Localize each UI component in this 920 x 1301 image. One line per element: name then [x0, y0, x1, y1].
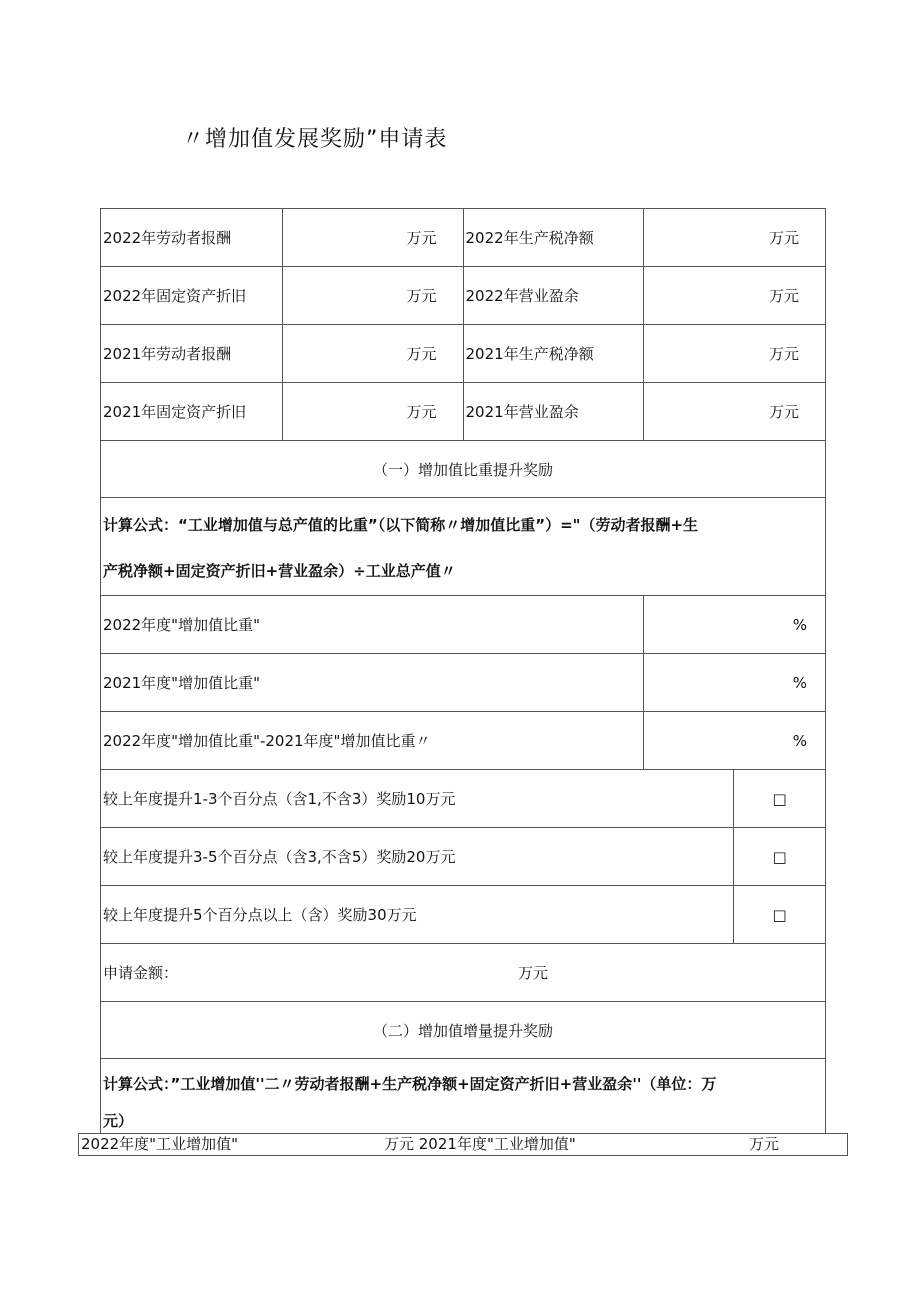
- bottom-value-row: [78, 1133, 848, 1156]
- ratio-row: [101, 712, 826, 770]
- info-label-left: 2022年劳动者报酬: [101, 209, 283, 267]
- ratio-row: [101, 596, 826, 654]
- info-input-left[interactable]: [282, 383, 463, 441]
- section1-heading: （一）增加值比重提升奖励: [101, 441, 826, 498]
- unit-label: 万元: [768, 403, 799, 421]
- ratio-input[interactable]: [644, 596, 826, 654]
- option-label: 较上年度提升5个百分点以上（含）奖励30万元: [101, 886, 734, 944]
- info-input-left[interactable]: [282, 325, 463, 383]
- option-label: 较上年度提升3-5个百分点（含3,不含5）奖励20万元: [101, 828, 734, 886]
- amount-label: 申请金额：: [103, 964, 179, 982]
- section1-formula: [101, 498, 826, 596]
- option-checkbox[interactable]: □: [734, 828, 826, 886]
- percent-unit: %: [792, 673, 807, 692]
- unit-label: 万元: [768, 345, 799, 363]
- unit-label: 万元: [406, 287, 437, 305]
- info-label-right: 2021年生产税净额: [463, 325, 644, 383]
- info-input-right[interactable]: [644, 325, 826, 383]
- formula-line: 产税净额+固定资产折旧+营业盈余）÷工业总产值〃: [103, 561, 456, 580]
- info-row: [101, 383, 826, 441]
- ratio-label: 2022年度"增加值比重": [101, 596, 644, 654]
- formula-line: 元）: [103, 1112, 134, 1130]
- info-row: [101, 325, 826, 383]
- info-label-left: 2022年固定资产折旧: [101, 267, 283, 325]
- info-input-right[interactable]: [644, 383, 826, 441]
- formula-line: 计算公式：”工业增加值''二〃劳动者报酬+生产税净额+固定资产折旧+营业盈余''（单位：万: [103, 1075, 717, 1093]
- bottom-label-2021: 万元 2021年度"工业增加值": [384, 1135, 576, 1153]
- ratio-label: 2022年度"增加值比重"-2021年度"增加值比重〃: [101, 712, 644, 770]
- info-row: [101, 267, 826, 325]
- bottom-unit: 万元: [749, 1135, 780, 1153]
- info-row: [101, 209, 826, 267]
- percent-unit: %: [792, 731, 807, 750]
- info-input-left[interactable]: [282, 209, 463, 267]
- info-label-left: 2021年固定资产折旧: [101, 383, 283, 441]
- ratio-label: 2021年度"增加值比重": [101, 654, 644, 712]
- bottom-label-2022: 2022年度"工业增加值": [81, 1135, 238, 1153]
- section2-heading: （二）增加值增量提升奖励: [101, 1002, 826, 1059]
- section2-formula: [101, 1059, 826, 1134]
- ratio-input[interactable]: [644, 654, 826, 712]
- option-checkbox[interactable]: □: [734, 770, 826, 828]
- unit-label: 万元: [406, 403, 437, 421]
- info-label-right: 2021年营业盈余: [463, 383, 644, 441]
- unit-label: 万元: [406, 229, 437, 247]
- info-input-right[interactable]: [644, 267, 826, 325]
- info-input-right[interactable]: [644, 209, 826, 267]
- option-row: [101, 886, 826, 944]
- formula-line: 计算公式：“工业增加值与总产值的比重”（以下简称〃增加值比重”）="（劳动者报酬+生: [103, 515, 699, 534]
- info-input-left[interactable]: [282, 267, 463, 325]
- info-label-right: 2022年营业盈余: [463, 267, 644, 325]
- percent-unit: %: [792, 615, 807, 634]
- info-label-left: 2021年劳动者报酬: [101, 325, 283, 383]
- option-checkbox[interactable]: □: [734, 886, 826, 944]
- ratio-row: [101, 654, 826, 712]
- page-title: 〃增加值发展奖励”申请表: [182, 127, 448, 152]
- option-label: 较上年度提升1-3个百分点（含1,不含3）奖励10万元: [101, 770, 734, 828]
- info-label-right: 2022年生产税净额: [463, 209, 644, 267]
- ratio-input[interactable]: [644, 712, 826, 770]
- amount-unit: 万元: [518, 964, 549, 982]
- unit-label: 万元: [768, 229, 799, 247]
- option-row: [101, 828, 826, 886]
- application-form-table: [100, 208, 826, 1134]
- option-row: [101, 770, 826, 828]
- unit-label: 万元: [768, 287, 799, 305]
- amount-field[interactable]: [101, 944, 826, 1002]
- unit-label: 万元: [406, 345, 437, 363]
